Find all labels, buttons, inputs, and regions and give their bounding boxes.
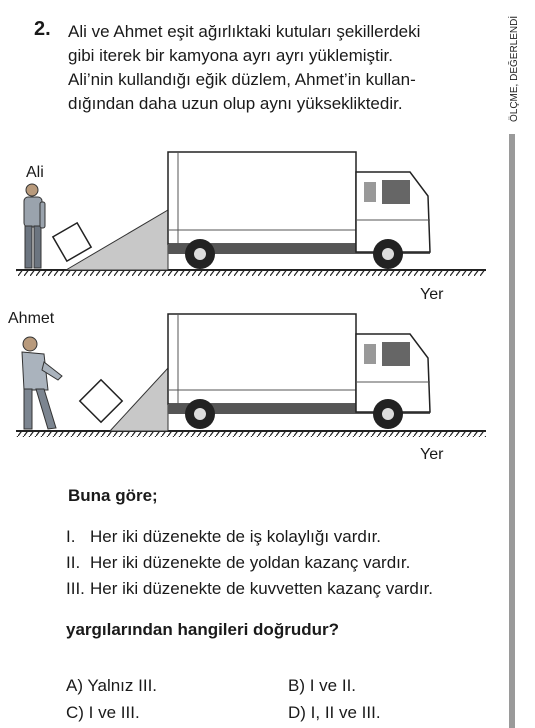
side-bar [509,134,515,728]
question-line: gibi iterek bir kamyona ayrı ayrı yüklemiştir. [68,46,393,65]
statement-3 [66,579,433,599]
statement-number: III. [66,579,85,598]
ground-label-1: Yer [420,286,444,303]
question-line: Ali ve Ahmet eşit ağırlıktaki kutuları şekillerdeki [68,22,421,41]
ground-label-2: Yer [420,446,444,463]
ali-box [53,223,91,261]
question-line: Ali’nin kullandığı eğik düzlem, Ahmet’in kullan- [68,70,416,89]
ali-label: Ali [26,164,44,181]
option-b[interactable]: B) I ve II. [288,676,357,695]
truck-figure [0,140,500,470]
truck-1 [168,152,430,269]
statement-1 [66,527,381,547]
ask-text: yargılarından hangileri doğrudur? [66,620,339,639]
statement-text: Her iki düzenekte de yoldan kazanç vardır. [90,553,411,572]
ali-person [24,184,45,268]
ahmet-scene [16,314,486,437]
side-label: ÖLÇME, DEĞERLENDİ [509,15,520,122]
truck-2 [168,314,430,429]
statement-text: Her iki düzenekte de iş kolaylığı vardır. [90,527,382,546]
ahmet-box [80,380,122,422]
statement-number: II. [66,553,81,572]
option-d[interactable]: D) I, II ve III. [288,703,381,722]
option-c[interactable]: C) I ve III. [66,703,140,722]
ali-scene [16,152,486,276]
prompt-text: Buna göre; [68,486,158,505]
question-text [68,20,508,116]
ahmet-person [22,337,62,429]
question-number: 2. [34,18,51,40]
ahmet-label: Ahmet [8,310,55,327]
option-a[interactable]: A) Yalnız III. [66,676,158,695]
statement-2 [66,553,410,573]
side-header [503,0,535,130]
question-line: dığından daha uzun olup aynı yüksekliktedir. [68,94,403,113]
statement-text: Her iki düzenekte de kuvvetten kazanç vardır. [90,579,434,598]
statement-number: I. [66,527,76,546]
